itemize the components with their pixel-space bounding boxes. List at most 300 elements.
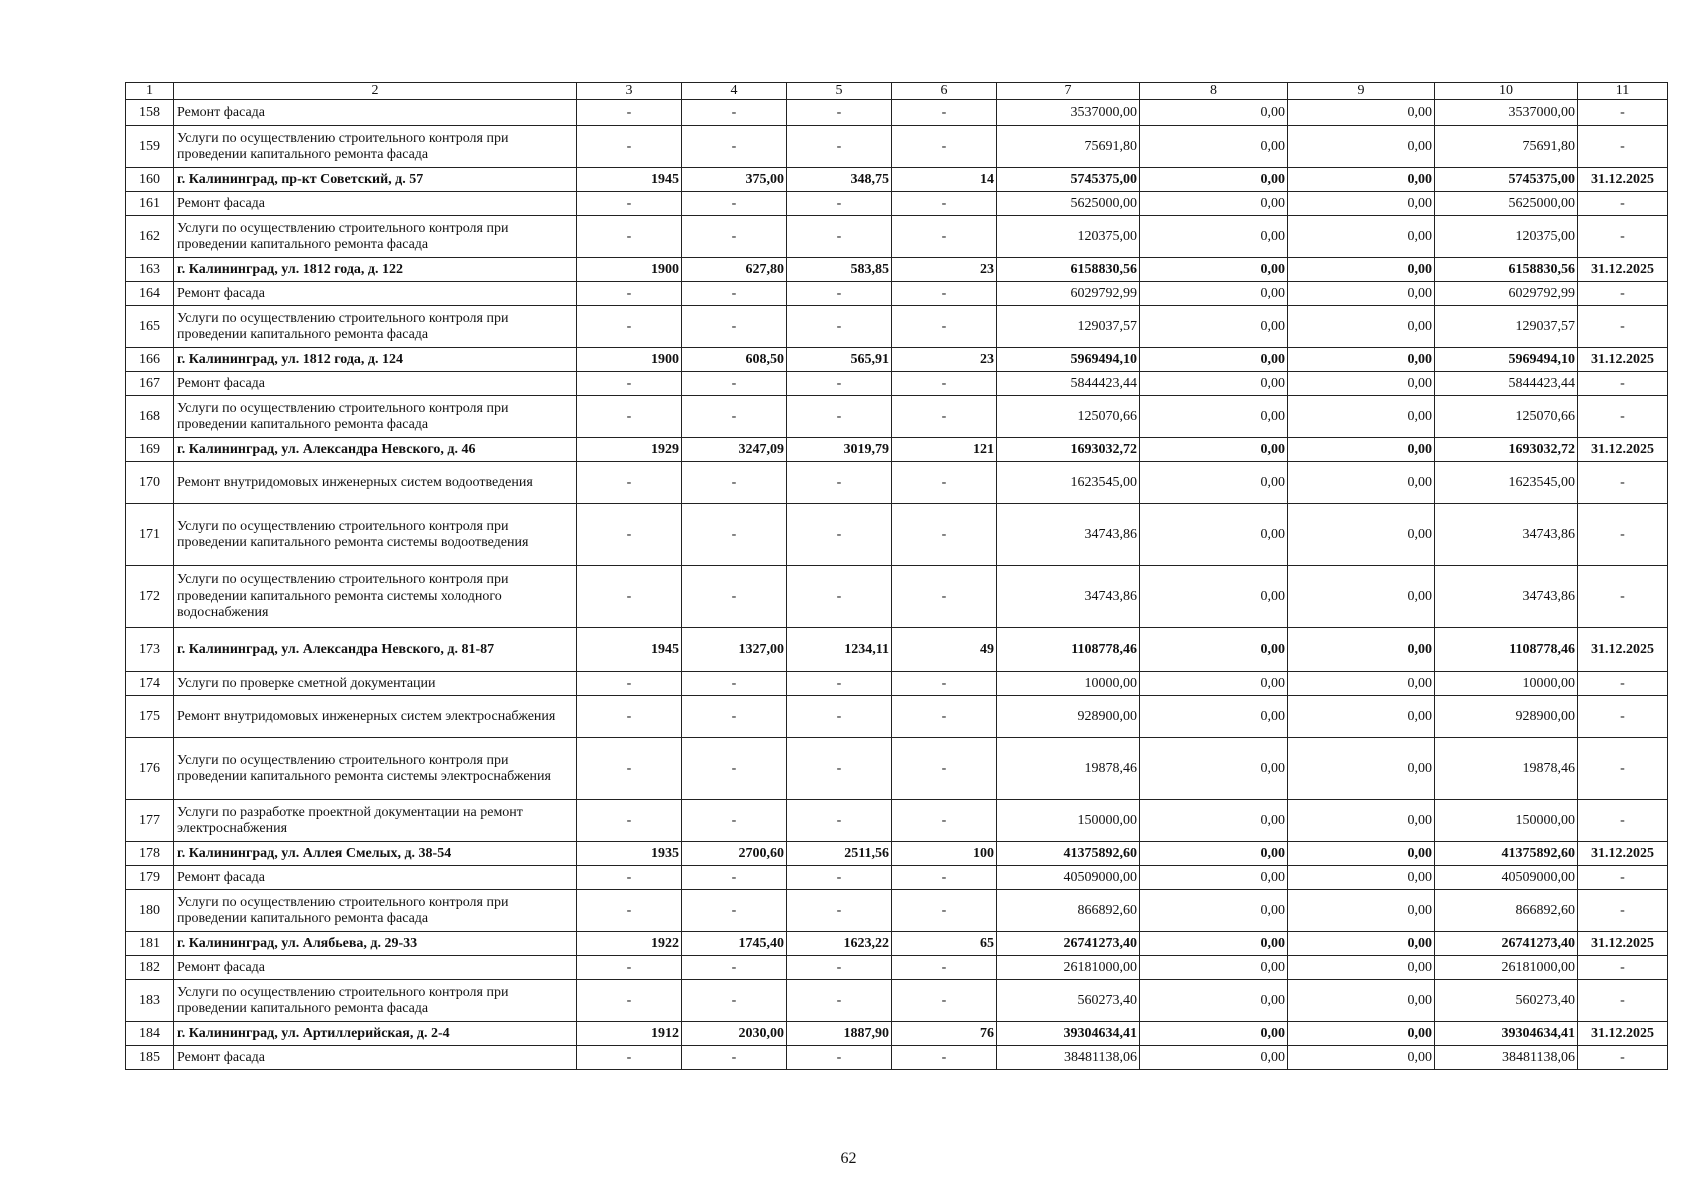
item-description-cell: Ремонт фасада: [174, 100, 577, 126]
total-area-cell: -: [682, 396, 787, 438]
living-area-cell: 1234,11: [787, 628, 892, 672]
budget-share-cell: 0,00: [1288, 306, 1435, 348]
column-header: 3: [577, 83, 682, 100]
residents-cell: 23: [892, 258, 997, 282]
fund-share-cell: 0,00: [1140, 890, 1288, 932]
budget-share-cell: 0,00: [1288, 1046, 1435, 1070]
year-built-cell: -: [577, 890, 682, 932]
work-item-row: [126, 956, 1668, 980]
work-item-row: [126, 462, 1668, 504]
fund-share-cell: 0,00: [1140, 800, 1288, 842]
year-built-cell: 1929: [577, 438, 682, 462]
work-item-row: [126, 980, 1668, 1022]
fund-share-cell: 0,00: [1140, 566, 1288, 628]
row-number-cell: 176: [126, 738, 174, 800]
total-cost-cell: 560273,40: [997, 980, 1140, 1022]
total-area-cell: 1745,40: [682, 932, 787, 956]
row-number-cell: 174: [126, 672, 174, 696]
fund-share-cell: 0,00: [1140, 842, 1288, 866]
fund-share-cell: 0,00: [1140, 100, 1288, 126]
item-description-cell: Услуги по разработке проектной документации на ремонт электроснабжения: [174, 800, 577, 842]
owners-share-cell: 866892,60: [1435, 890, 1578, 932]
owners-share-cell: 3537000,00: [1435, 100, 1578, 126]
living-area-cell: 348,75: [787, 168, 892, 192]
total-cost-cell: 34743,86: [997, 566, 1140, 628]
budget-share-cell: 0,00: [1288, 890, 1435, 932]
row-number-cell: 170: [126, 462, 174, 504]
deadline-cell: 31.12.2025: [1578, 932, 1668, 956]
deadline-cell: -: [1578, 216, 1668, 258]
item-description-cell: Услуги по проверке сметной документации: [174, 672, 577, 696]
residents-cell: -: [892, 956, 997, 980]
total-cost-cell: 928900,00: [997, 696, 1140, 738]
fund-share-cell: 0,00: [1140, 306, 1288, 348]
item-description-cell: Ремонт фасада: [174, 866, 577, 890]
fund-share-cell: 0,00: [1140, 866, 1288, 890]
year-built-cell: -: [577, 216, 682, 258]
total-area-cell: -: [682, 696, 787, 738]
fund-share-cell: 0,00: [1140, 462, 1288, 504]
total-cost-cell: 41375892,60: [997, 842, 1140, 866]
year-built-cell: -: [577, 696, 682, 738]
fund-share-cell: 0,00: [1140, 192, 1288, 216]
year-built-cell: -: [577, 462, 682, 504]
fund-share-cell: 0,00: [1140, 372, 1288, 396]
total-cost-cell: 129037,57: [997, 306, 1140, 348]
deadline-cell: -: [1578, 566, 1668, 628]
total-area-cell: -: [682, 566, 787, 628]
row-number-cell: 175: [126, 696, 174, 738]
year-built-cell: 1900: [577, 348, 682, 372]
fund-share-cell: 0,00: [1140, 396, 1288, 438]
total-cost-cell: 3537000,00: [997, 100, 1140, 126]
deadline-cell: -: [1578, 396, 1668, 438]
row-number-cell: 166: [126, 348, 174, 372]
item-description-cell: г. Калининград, пр-кт Советский, д. 57: [174, 168, 577, 192]
work-item-row: [126, 1046, 1668, 1070]
total-cost-cell: 19878,46: [997, 738, 1140, 800]
year-built-cell: -: [577, 372, 682, 396]
column-header: 6: [892, 83, 997, 100]
deadline-cell: -: [1578, 956, 1668, 980]
living-area-cell: 1887,90: [787, 1022, 892, 1046]
item-description-cell: Ремонт фасада: [174, 1046, 577, 1070]
year-built-cell: 1945: [577, 628, 682, 672]
owners-share-cell: 19878,46: [1435, 738, 1578, 800]
total-cost-cell: 6158830,56: [997, 258, 1140, 282]
year-built-cell: -: [577, 800, 682, 842]
budget-share-cell: 0,00: [1288, 462, 1435, 504]
address-row: [126, 1022, 1668, 1046]
work-item-row: [126, 672, 1668, 696]
column-header: 4: [682, 83, 787, 100]
fund-share-cell: 0,00: [1140, 672, 1288, 696]
column-header: 7: [997, 83, 1140, 100]
owners-share-cell: 38481138,06: [1435, 1046, 1578, 1070]
residents-cell: -: [892, 372, 997, 396]
residents-cell: -: [892, 866, 997, 890]
owners-share-cell: 75691,80: [1435, 126, 1578, 168]
deadline-cell: -: [1578, 282, 1668, 306]
total-cost-cell: 1623545,00: [997, 462, 1140, 504]
address-row: [126, 348, 1668, 372]
work-item-row: [126, 696, 1668, 738]
budget-share-cell: 0,00: [1288, 566, 1435, 628]
living-area-cell: -: [787, 800, 892, 842]
column-number-header-row: [126, 83, 1668, 100]
total-area-cell: -: [682, 672, 787, 696]
total-cost-cell: 5625000,00: [997, 192, 1140, 216]
owners-share-cell: 5844423,44: [1435, 372, 1578, 396]
total-area-cell: -: [682, 282, 787, 306]
budget-share-cell: 0,00: [1288, 396, 1435, 438]
total-cost-cell: 150000,00: [997, 800, 1140, 842]
total-cost-cell: 40509000,00: [997, 866, 1140, 890]
total-cost-cell: 866892,60: [997, 890, 1140, 932]
deadline-cell: -: [1578, 306, 1668, 348]
fund-share-cell: 0,00: [1140, 258, 1288, 282]
living-area-cell: 2511,56: [787, 842, 892, 866]
row-number-cell: 158: [126, 100, 174, 126]
owners-share-cell: 39304634,41: [1435, 1022, 1578, 1046]
living-area-cell: -: [787, 462, 892, 504]
owners-share-cell: 150000,00: [1435, 800, 1578, 842]
item-description-cell: Ремонт внутридомовых инженерных систем электроснабжения: [174, 696, 577, 738]
total-area-cell: 627,80: [682, 258, 787, 282]
owners-share-cell: 5625000,00: [1435, 192, 1578, 216]
work-item-row: [126, 504, 1668, 566]
year-built-cell: 1922: [577, 932, 682, 956]
total-area-cell: 2030,00: [682, 1022, 787, 1046]
owners-share-cell: 10000,00: [1435, 672, 1578, 696]
deadline-cell: -: [1578, 372, 1668, 396]
row-number-cell: 162: [126, 216, 174, 258]
row-number-cell: 160: [126, 168, 174, 192]
budget-share-cell: 0,00: [1288, 1022, 1435, 1046]
row-number-cell: 167: [126, 372, 174, 396]
year-built-cell: -: [577, 866, 682, 890]
budget-share-cell: 0,00: [1288, 504, 1435, 566]
budget-share-cell: 0,00: [1288, 192, 1435, 216]
data-table: [125, 82, 1668, 1070]
deadline-cell: -: [1578, 192, 1668, 216]
fund-share-cell: 0,00: [1140, 738, 1288, 800]
owners-share-cell: 928900,00: [1435, 696, 1578, 738]
budget-share-cell: 0,00: [1288, 216, 1435, 258]
work-item-row: [126, 738, 1668, 800]
total-area-cell: -: [682, 956, 787, 980]
fund-share-cell: 0,00: [1140, 168, 1288, 192]
deadline-cell: -: [1578, 504, 1668, 566]
budget-share-cell: 0,00: [1288, 628, 1435, 672]
total-area-cell: -: [682, 738, 787, 800]
living-area-cell: -: [787, 672, 892, 696]
owners-share-cell: 5969494,10: [1435, 348, 1578, 372]
residents-cell: -: [892, 800, 997, 842]
row-number-cell: 165: [126, 306, 174, 348]
address-row: [126, 168, 1668, 192]
column-header: 10: [1435, 83, 1578, 100]
item-description-cell: Услуги по осуществлению строительного контроля при проведении капитального ремонта фасада: [174, 306, 577, 348]
row-number-cell: 177: [126, 800, 174, 842]
item-description-cell: Услуги по осуществлению строительного контроля при проведении капитального ремонта фасада: [174, 890, 577, 932]
total-area-cell: 375,00: [682, 168, 787, 192]
address-row: [126, 438, 1668, 462]
deadline-cell: -: [1578, 100, 1668, 126]
owners-share-cell: 1623545,00: [1435, 462, 1578, 504]
item-description-cell: г. Калининград, ул. 1812 года, д. 122: [174, 258, 577, 282]
residents-cell: -: [892, 126, 997, 168]
row-number-cell: 168: [126, 396, 174, 438]
living-area-cell: -: [787, 696, 892, 738]
budget-share-cell: 0,00: [1288, 672, 1435, 696]
living-area-cell: -: [787, 980, 892, 1022]
deadline-cell: -: [1578, 672, 1668, 696]
owners-share-cell: 41375892,60: [1435, 842, 1578, 866]
deadline-cell: -: [1578, 738, 1668, 800]
living-area-cell: -: [787, 890, 892, 932]
budget-share-cell: 0,00: [1288, 800, 1435, 842]
row-number-cell: 159: [126, 126, 174, 168]
total-area-cell: -: [682, 504, 787, 566]
budget-share-cell: 0,00: [1288, 168, 1435, 192]
row-number-cell: 172: [126, 566, 174, 628]
deadline-cell: -: [1578, 800, 1668, 842]
total-cost-cell: 34743,86: [997, 504, 1140, 566]
work-item-row: [126, 372, 1668, 396]
living-area-cell: -: [787, 956, 892, 980]
owners-share-cell: 1108778,46: [1435, 628, 1578, 672]
total-area-cell: -: [682, 1046, 787, 1070]
owners-share-cell: 34743,86: [1435, 566, 1578, 628]
fund-share-cell: 0,00: [1140, 282, 1288, 306]
year-built-cell: 1900: [577, 258, 682, 282]
owners-share-cell: 560273,40: [1435, 980, 1578, 1022]
total-area-cell: 2700,60: [682, 842, 787, 866]
deadline-cell: -: [1578, 1046, 1668, 1070]
address-row: [126, 842, 1668, 866]
column-header: 9: [1288, 83, 1435, 100]
budget-share-cell: 0,00: [1288, 126, 1435, 168]
work-item-row: [126, 396, 1668, 438]
residents-cell: -: [892, 980, 997, 1022]
work-item-row: [126, 126, 1668, 168]
owners-share-cell: 1693032,72: [1435, 438, 1578, 462]
residents-cell: -: [892, 282, 997, 306]
total-cost-cell: 38481138,06: [997, 1046, 1140, 1070]
item-description-cell: Услуги по осуществлению строительного контроля при проведении капитального ремонта системы холодного водоснабжения: [174, 566, 577, 628]
year-built-cell: -: [577, 980, 682, 1022]
fund-share-cell: 0,00: [1140, 932, 1288, 956]
budget-share-cell: 0,00: [1288, 842, 1435, 866]
residents-cell: 100: [892, 842, 997, 866]
item-description-cell: Услуги по осуществлению строительного контроля при проведении капитального ремонта системы электроснабжения: [174, 738, 577, 800]
item-description-cell: Услуги по осуществлению строительного контроля при проведении капитального ремонта фасада: [174, 396, 577, 438]
item-description-cell: Услуги по осуществлению строительного контроля при проведении капитального ремонта системы водоотведения: [174, 504, 577, 566]
living-area-cell: -: [787, 866, 892, 890]
living-area-cell: 1623,22: [787, 932, 892, 956]
row-number-cell: 179: [126, 866, 174, 890]
row-number-cell: 173: [126, 628, 174, 672]
row-number-cell: 164: [126, 282, 174, 306]
budget-share-cell: 0,00: [1288, 696, 1435, 738]
item-description-cell: Услуги по осуществлению строительного контроля при проведении капитального ремонта фасада: [174, 216, 577, 258]
living-area-cell: -: [787, 282, 892, 306]
residents-cell: -: [892, 216, 997, 258]
item-description-cell: Услуги по осуществлению строительного контроля при проведении капитального ремонта фасада: [174, 980, 577, 1022]
residents-cell: -: [892, 738, 997, 800]
page-number: 62: [840, 1150, 857, 1167]
total-area-cell: -: [682, 306, 787, 348]
deadline-cell: 31.12.2025: [1578, 348, 1668, 372]
work-item-row: [126, 216, 1668, 258]
row-number-cell: 178: [126, 842, 174, 866]
row-number-cell: 181: [126, 932, 174, 956]
deadline-cell: -: [1578, 890, 1668, 932]
living-area-cell: -: [787, 216, 892, 258]
work-item-row: [126, 566, 1668, 628]
total-area-cell: -: [682, 192, 787, 216]
total-area-cell: -: [682, 462, 787, 504]
owners-share-cell: 120375,00: [1435, 216, 1578, 258]
residents-cell: 49: [892, 628, 997, 672]
total-cost-cell: 5745375,00: [997, 168, 1140, 192]
budget-share-cell: 0,00: [1288, 100, 1435, 126]
total-cost-cell: 5844423,44: [997, 372, 1140, 396]
residents-cell: -: [892, 100, 997, 126]
year-built-cell: -: [577, 282, 682, 306]
owners-share-cell: 129037,57: [1435, 306, 1578, 348]
fund-share-cell: 0,00: [1140, 504, 1288, 566]
living-area-cell: 3019,79: [787, 438, 892, 462]
row-number-cell: 161: [126, 192, 174, 216]
budget-share-cell: 0,00: [1288, 866, 1435, 890]
residents-cell: -: [892, 192, 997, 216]
year-built-cell: -: [577, 306, 682, 348]
total-area-cell: -: [682, 372, 787, 396]
budget-share-cell: 0,00: [1288, 980, 1435, 1022]
total-cost-cell: 75691,80: [997, 126, 1140, 168]
fund-share-cell: 0,00: [1140, 1022, 1288, 1046]
item-description-cell: г. Калининград, ул. Аллея Смелых, д. 38-54: [174, 842, 577, 866]
total-area-cell: -: [682, 100, 787, 126]
deadline-cell: 31.12.2025: [1578, 628, 1668, 672]
living-area-cell: -: [787, 566, 892, 628]
residents-cell: 76: [892, 1022, 997, 1046]
year-built-cell: -: [577, 1046, 682, 1070]
row-number-cell: 184: [126, 1022, 174, 1046]
row-number-cell: 182: [126, 956, 174, 980]
row-number-cell: 185: [126, 1046, 174, 1070]
total-cost-cell: 125070,66: [997, 396, 1140, 438]
residents-cell: -: [892, 396, 997, 438]
row-number-cell: 180: [126, 890, 174, 932]
owners-share-cell: 125070,66: [1435, 396, 1578, 438]
owners-share-cell: 26181000,00: [1435, 956, 1578, 980]
total-area-cell: -: [682, 800, 787, 842]
fund-share-cell: 0,00: [1140, 628, 1288, 672]
item-description-cell: Ремонт фасада: [174, 282, 577, 306]
residents-cell: -: [892, 566, 997, 628]
address-row: [126, 932, 1668, 956]
residents-cell: -: [892, 306, 997, 348]
deadline-cell: -: [1578, 126, 1668, 168]
owners-share-cell: 34743,86: [1435, 504, 1578, 566]
work-item-row: [126, 890, 1668, 932]
total-area-cell: -: [682, 980, 787, 1022]
deadline-cell: 31.12.2025: [1578, 842, 1668, 866]
budget-share-cell: 0,00: [1288, 956, 1435, 980]
living-area-cell: -: [787, 192, 892, 216]
owners-share-cell: 40509000,00: [1435, 866, 1578, 890]
fund-share-cell: 0,00: [1140, 696, 1288, 738]
total-cost-cell: 120375,00: [997, 216, 1140, 258]
total-area-cell: -: [682, 126, 787, 168]
total-cost-cell: 39304634,41: [997, 1022, 1140, 1046]
budget-share-cell: 0,00: [1288, 258, 1435, 282]
item-description-cell: Ремонт фасада: [174, 372, 577, 396]
fund-share-cell: 0,00: [1140, 348, 1288, 372]
total-cost-cell: 26181000,00: [997, 956, 1140, 980]
total-cost-cell: 26741273,40: [997, 932, 1140, 956]
living-area-cell: 583,85: [787, 258, 892, 282]
residents-cell: -: [892, 890, 997, 932]
living-area-cell: -: [787, 306, 892, 348]
row-number-cell: 169: [126, 438, 174, 462]
total-area-cell: -: [682, 890, 787, 932]
total-area-cell: -: [682, 866, 787, 890]
item-description-cell: г. Калининград, ул. Александра Невского, д. 46: [174, 438, 577, 462]
row-number-cell: 163: [126, 258, 174, 282]
budget-share-cell: 0,00: [1288, 282, 1435, 306]
residents-cell: -: [892, 696, 997, 738]
living-area-cell: -: [787, 504, 892, 566]
item-description-cell: Ремонт фасада: [174, 956, 577, 980]
year-built-cell: -: [577, 192, 682, 216]
year-built-cell: -: [577, 396, 682, 438]
deadline-cell: 31.12.2025: [1578, 1022, 1668, 1046]
living-area-cell: 565,91: [787, 348, 892, 372]
item-description-cell: Услуги по осуществлению строительного контроля при проведении капитального ремонта фасада: [174, 126, 577, 168]
budget-share-cell: 0,00: [1288, 348, 1435, 372]
budget-share-cell: 0,00: [1288, 438, 1435, 462]
fund-share-cell: 0,00: [1140, 980, 1288, 1022]
deadline-cell: -: [1578, 980, 1668, 1022]
item-description-cell: г. Калининград, ул. Александра Невского, д. 81-87: [174, 628, 577, 672]
budget-share-cell: 0,00: [1288, 738, 1435, 800]
residents-cell: -: [892, 462, 997, 504]
owners-share-cell: 26741273,40: [1435, 932, 1578, 956]
year-built-cell: -: [577, 956, 682, 980]
deadline-cell: -: [1578, 866, 1668, 890]
total-area-cell: 1327,00: [682, 628, 787, 672]
living-area-cell: -: [787, 396, 892, 438]
residents-cell: 14: [892, 168, 997, 192]
total-area-cell: -: [682, 216, 787, 258]
total-cost-cell: 6029792,99: [997, 282, 1140, 306]
budget-share-cell: 0,00: [1288, 372, 1435, 396]
item-description-cell: г. Калининград, ул. Артиллерийская, д. 2-4: [174, 1022, 577, 1046]
owners-share-cell: 6029792,99: [1435, 282, 1578, 306]
item-description-cell: Ремонт внутридомовых инженерных систем водоотведения: [174, 462, 577, 504]
row-number-cell: 171: [126, 504, 174, 566]
total-cost-cell: 1108778,46: [997, 628, 1140, 672]
fund-share-cell: 0,00: [1140, 438, 1288, 462]
living-area-cell: -: [787, 126, 892, 168]
total-area-cell: 3247,09: [682, 438, 787, 462]
deadline-cell: -: [1578, 696, 1668, 738]
total-cost-cell: 5969494,10: [997, 348, 1140, 372]
